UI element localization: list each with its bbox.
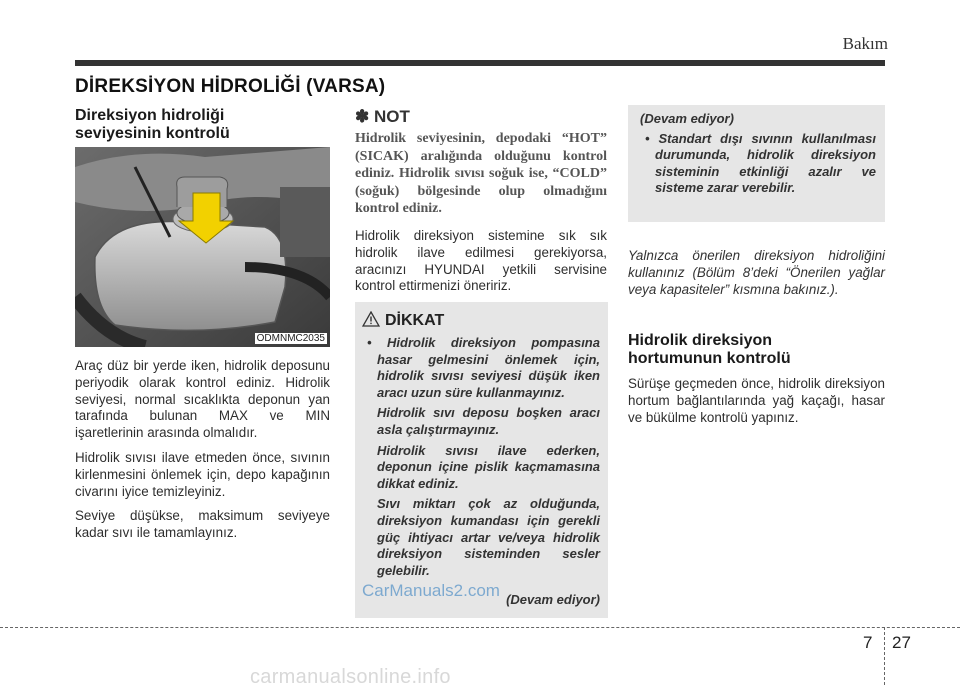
watermark-link[interactable]: CarManuals2.com (362, 581, 500, 600)
reservoir-illustration (75, 147, 330, 347)
recommended-fluid-text: Yalnızca önerilen direksiyon hidroliğini kullanınız (Bölüm 8’deki “Önerilen yağlar veya kapasiteler” kısmına bakınız.). (628, 248, 885, 297)
heading-line: seviyesinin kontrolü (75, 125, 230, 142)
engine-bay-photo (75, 147, 330, 347)
caution-continuation: Hidrolik sıvısı ilave ederken, deponun içine pislik kaçmamasına dikkat ediniz. (377, 442, 600, 491)
photo-code: ODMNMC2035 (256, 333, 325, 344)
page-divider (884, 627, 885, 685)
footer-rule (0, 627, 960, 628)
page-number: 27 (892, 633, 911, 652)
continued-box-item: • Standart dışı sıvının kullanılması durumunda, hidrolik direksiyon sisteminin etkinliği azalır ve sisteme zarar verebilir. (645, 130, 876, 196)
page-chapter: 7 (863, 633, 873, 652)
continued-box-heading: (Devam ediyor) (640, 111, 734, 126)
caution-item: • Hidrolik direksiyon pompasına hasar gelmesini önlemek için, hidrolik sıvısı seviyesi düşük iken aracı uzun süre kullanmayınız. (367, 335, 600, 400)
header-rule (75, 60, 885, 66)
caution-item-text: Hidrolik direksiyon pompasına hasar gelmesini önlemek için, hidrolik sıvısı seviyesi düşük iken aracı uzun süre kullanmayınız. (377, 335, 600, 400)
fluid-check-body (75, 358, 330, 550)
subsection-heading-fluid-check (75, 107, 335, 143)
caution-list (362, 335, 600, 579)
hose-check-body: Sürüşe geçmeden önce, hidrolik direksiyon hortum bağlantılarında yağ kaçağı, hasar ve bükülme kontrolü yapınız. (628, 376, 885, 425)
note-text: Hidrolik direksiyon sistemine sık sık hidrolik ilave edilmesi gerekiyorsa, aracınızı HYUNDAI yetkili servisine kontrol ettirmenizi öneririz. (355, 228, 607, 294)
continued-box-item-text: Standart dışı sıvının kullanılması durumunda, hidrolik direksiyon sisteminin etkinliği azalır ve sisteme zarar verebilir. (655, 130, 876, 196)
chapter-title: Bakım (842, 34, 888, 53)
heading-line: Direksiyon hidroliği (75, 107, 225, 124)
paragraph: Seviye düşükse, maksimum seviyeye kadar sıvı ile tamamlayınız. (75, 508, 330, 541)
continued-box-content (640, 111, 876, 197)
paragraph: Araç düz bir yerde iken, hidrolik deposunu periyodik olarak kontrol ediniz. Hidrolik seviyesi, normal sıcaklıkta deponun yan tarafında bulunan MAX ve MIN işaretlerinin arasında olmalıdır. (75, 358, 330, 441)
heading-line: hortumunun kontrolü (628, 350, 791, 367)
paragraph: Hidrolik sıvısı ilave etmeden önce, sıvının kirlenmesini önlemek için, depo kapağının civarını iyice temizleyiniz. (75, 449, 330, 499)
footer-watermark: carmanualsonline.info (250, 666, 451, 688)
caution-continuation: Sıvı miktarı çok az olduğunda, direksiyon kumandası için gerekli güç ihtiyacı artar ve/veya hidrolik direksiyon sisteminden sesler gelebilir. (377, 496, 600, 578)
section-title: DİREKSİYON HİDROLİĞİ (VARSA) (75, 76, 386, 97)
warning-triangle-icon (362, 311, 380, 327)
subsection-heading-hose-check (628, 332, 885, 368)
caution-continued-label: (Devam ediyor) (506, 592, 600, 607)
caution-continuation: Hidrolik sıvı deposu boşken aracı asla çalıştırmayınız. (377, 405, 600, 437)
note-heading: ✽ NOT (355, 107, 410, 126)
caution-title: DİKKAT (385, 312, 445, 329)
note-bold-text: Hidrolik seviyesinin, depodaki “HOT” (SICAK) aralığında olduğunu kontrol ediniz. Hidrolik sıvısı soğuk ise, “COLD” (soğuk) bölgesinde olup olmadığını kontrol ediniz. (355, 131, 607, 217)
heading-line: Hidrolik direksiyon (628, 332, 773, 349)
